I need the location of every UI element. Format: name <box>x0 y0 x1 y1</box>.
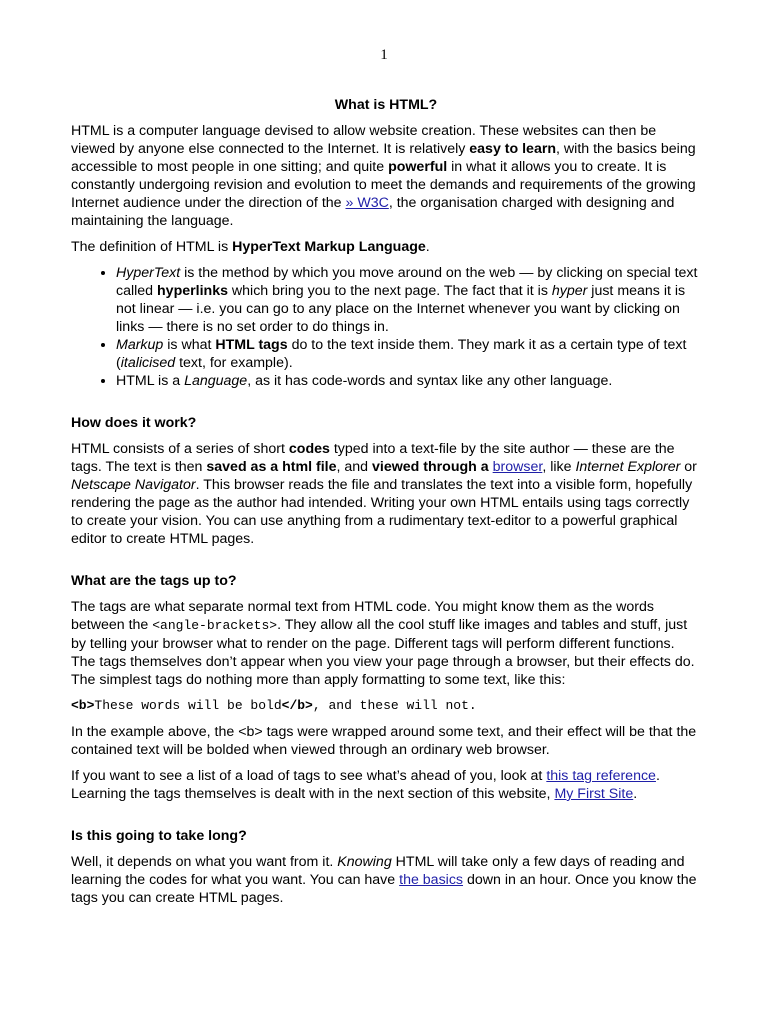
document-content <box>71 96 701 915</box>
page-number: 1 <box>380 47 388 63</box>
tags-paragraph: The tags are what separate normal text from HTML code. You might know them as the words between the <angle-brackets>. They allow all the cool stuff like images and tables and stuff, just by telling your browser what to render on the page. Different tags will perform different functions. The tags themselves don’t appear when you view your page through a browser, but their effects do. The simplest tags do nothing more than apply formatting to some text, like this: <box>71 599 695 688</box>
list-item-language: • HTML is a Language, as it has code-words and syntax like any other language. <box>116 372 701 390</box>
w3c-link[interactable]: » W3C <box>345 195 389 211</box>
definition-paragraph: The definition of HTML is HyperText Markup Language. <box>71 239 430 255</box>
section-heading-how: How does it work? <box>71 415 197 431</box>
long-paragraph: Well, it depends on what you want from it. Knowing HTML will take only a few days of reading and learning the codes for what you want. You can have the basics down in an hour. Once you know the tags you can create HTML pages. <box>71 854 697 906</box>
section-heading-tags: What are the tags up to? <box>71 573 237 589</box>
example-paragraph: In the example above, the <b> tags were wrapped around some text, and their effect will be that the contained text will be bolded when viewed through an ordinary web browser. <box>71 724 697 758</box>
section-heading-long: Is this going to take long? <box>71 828 247 844</box>
list-item-markup: • Markup is what HTML tags do to the text inside them. They mark it as a certain type of text (italicised text, for example). <box>116 336 701 372</box>
reference-paragraph: If you want to see a list of a load of tags to see what’s ahead of you, look at this tag reference. Learning the tags themselves is dealt with in the next section of this website, My First Site. <box>71 768 660 802</box>
how-paragraph: HTML consists of a series of short codes typed into a text-file by the site author — these are the tags. The text is then saved as a html file, and viewed through a browser, like Internet Explorer or Netscape Navigator. This browser reads the file and translates the text into a visible form, hopefully rendering the page as the author had intended. Writing your own HTML entails using tags correctly to create your vision. You can use anything from a rudimentary text-editor to a powerful graphical editor to create HTML pages. <box>71 441 697 547</box>
intro-paragraph: HTML is a computer language devised to allow website creation. These websites can then be viewed by anyone else connected to the Internet. It is relatively easy to learn, with the basics being accessible to most people in one sitting; and quite powerful in what it allows you to create. It is constantly undergoing revision and evolution to meet the demands and requirements of the growing Internet audience under the direction of the » W3C, the organisation charged with designing and maintaining the language. <box>71 123 696 229</box>
basics-link[interactable]: the basics <box>399 872 464 888</box>
code-example: <b>These words will be bold</b>, and these will not. <box>71 698 477 713</box>
browser-link[interactable]: browser <box>492 459 543 475</box>
list-item-hypertext: • HyperText is the method by which you move around on the web — by clicking on special text called hyperlinks which bring you to the next page. The fact that it is hyper just means it is not linear — i.e. you can go to any place on the Internet whenever you want by clicking on links — there is no set order to do things in. <box>116 264 701 336</box>
my-first-site-link[interactable]: My First Site <box>554 786 634 802</box>
tag-reference-link[interactable]: this tag reference <box>546 768 656 784</box>
page-title: What is HTML? <box>334 97 438 113</box>
code-inline: <angle-brackets> <box>152 618 278 633</box>
definition-list <box>71 264 701 390</box>
